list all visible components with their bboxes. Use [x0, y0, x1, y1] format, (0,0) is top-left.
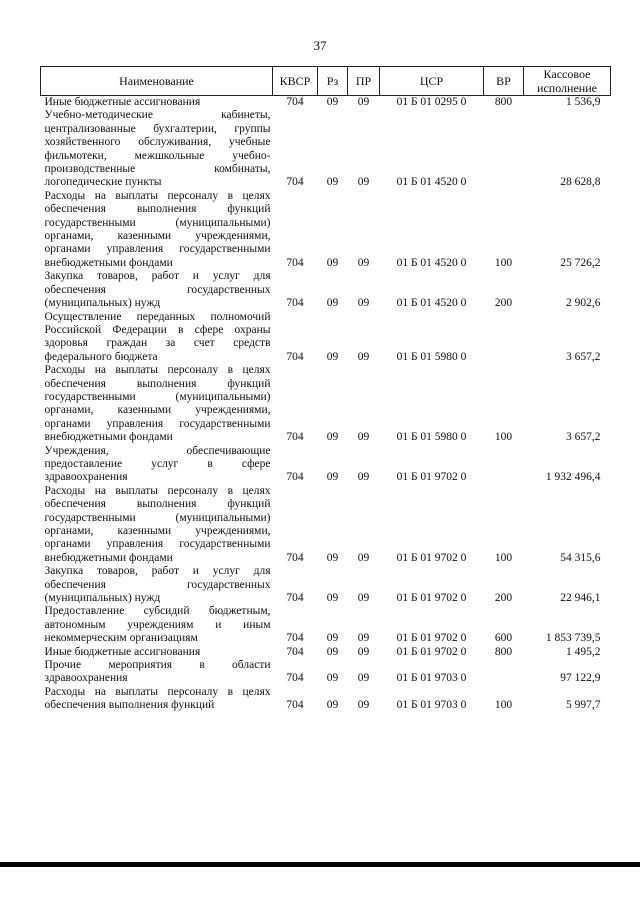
row-kvsr: 704: [286, 297, 304, 310]
row-amount: 25 726,2: [560, 256, 601, 269]
table-row: [41, 109, 611, 189]
row-name: Предоставление субсидий бюджетным, автономным учреждениям и иным некоммерческим организациям: [44, 605, 271, 645]
row-pr: 09: [357, 592, 370, 605]
row-csr: 01 Б 01 9702 0: [396, 645, 467, 658]
row-rz: 09: [326, 672, 339, 685]
row-amount: 54 315,6: [560, 551, 601, 564]
row-csr: 01 Б 01 4520 0: [396, 256, 467, 269]
row-csr: 01 Б 01 4520 0: [396, 297, 467, 310]
row-pr: 09: [357, 297, 370, 310]
table-row: [41, 659, 611, 686]
row-csr: 01 Б 01 9702 0: [396, 551, 467, 564]
row-kvsr: 704: [286, 699, 304, 712]
row-amount: 28 628,8: [560, 176, 601, 189]
row-amount: 97 122,9: [560, 672, 601, 685]
row-rz: 09: [326, 551, 339, 564]
row-kvsr: 704: [286, 471, 304, 484]
row-amount: 2 902,6: [566, 297, 601, 310]
row-vr: [484, 311, 524, 365]
row-csr: 01 Б 01 4520 0: [396, 176, 467, 189]
row-csr: 01 Б 01 5980 0: [396, 431, 467, 444]
table-row: [41, 686, 611, 713]
row-name: Расходы на выплаты персоналу в целях обеспечения выполнения функций государственными (муниципальными) органами, казенными учреждениями, органами управления государственными внебюджетными фондами: [44, 189, 271, 269]
row-csr: 01 Б 01 5980 0: [396, 350, 467, 363]
row-name: Осуществление переданных полномочий Российской Федерации в сфере охраны здоровья граждан за счет средств федерального бюджета: [44, 310, 271, 363]
row-amount: 1 853 739,5: [545, 632, 601, 645]
row-vr: 100: [494, 699, 513, 712]
row-amount: 22 946,1: [560, 592, 601, 605]
row-rz: 09: [326, 431, 339, 444]
row-kvsr: 704: [286, 672, 304, 685]
row-vr: [484, 109, 524, 189]
table-row: [41, 646, 611, 659]
row-pr: 09: [357, 96, 370, 108]
table-row: [41, 485, 611, 565]
column-header-csr: ЦСР: [380, 67, 484, 96]
row-kvsr: 704: [286, 632, 304, 645]
row-kvsr: 704: [286, 551, 304, 564]
row-csr: 01 Б 01 9703 0: [396, 672, 467, 685]
row-csr: 01 Б 01 9702 0: [396, 632, 467, 645]
column-header-amount: Кассовое исполнение: [524, 67, 611, 96]
row-rz: 09: [326, 645, 339, 658]
row-kvsr: 704: [286, 176, 304, 189]
row-csr: 01 Б 01 9702 0: [396, 471, 467, 484]
row-name: Закупка товаров, работ и услуг для обеспечения государственных (муниципальных) нужд: [44, 565, 271, 605]
row-pr: 09: [357, 176, 370, 189]
row-vr: 800: [494, 645, 513, 658]
table-row: [41, 190, 611, 270]
row-kvsr: 704: [286, 645, 304, 658]
row-rz: 09: [326, 699, 339, 712]
row-rz: 09: [326, 176, 339, 189]
row-rz: 09: [326, 297, 339, 310]
column-header-name: Наименование: [41, 67, 273, 96]
row-kvsr: 704: [286, 256, 304, 269]
row-csr: 01 Б 01 9703 0: [396, 699, 467, 712]
table-row: [41, 311, 611, 365]
row-name: Закупка товаров, работ и услуг для обеспечения государственных (муниципальных) нужд: [44, 270, 271, 310]
column-header-kvsr: КВСР: [273, 67, 318, 96]
row-amount: 1 495,2: [566, 645, 601, 658]
row-name: Учебно-методические кабинеты, централизованные бухгалтерии, группы хозяйственного обслуживания, учебные фильмотеки, межшкольные учебно-производственные комбинаты, логопедические пункты: [44, 109, 271, 189]
row-pr: 09: [357, 471, 370, 484]
row-amount: 3 657,2: [566, 431, 601, 444]
row-name: Учреждения, обеспечивающие предоставление услуг в сфере здравоохранения: [44, 444, 271, 484]
table-body: [41, 96, 611, 713]
row-name: Иные бюджетные ассигнования: [44, 96, 201, 108]
row-vr: [484, 445, 524, 485]
page-number: 37: [313, 38, 327, 53]
row-vr: 600: [494, 632, 513, 645]
row-amount: 5 997,7: [566, 699, 601, 712]
row-vr: 800: [494, 96, 513, 108]
row-rz: 09: [326, 632, 339, 645]
row-vr: 100: [494, 551, 513, 564]
row-vr: [484, 659, 524, 686]
row-rz: 09: [326, 471, 339, 484]
row-rz: 09: [326, 350, 339, 363]
row-kvsr: 704: [286, 431, 304, 444]
row-rz: 09: [326, 96, 339, 108]
row-name: Прочие мероприятия в области здравоохранения: [44, 659, 271, 685]
table-row: [41, 364, 611, 444]
row-kvsr: 704: [286, 592, 304, 605]
row-csr: 01 Б 01 0295 0: [396, 96, 467, 108]
row-amount: 3 657,2: [566, 350, 601, 363]
table-row: [41, 565, 611, 605]
table-row: [41, 96, 611, 110]
row-name: Расходы на выплаты персоналу в целях обеспечения выполнения функций: [44, 685, 271, 712]
scan-bottom-border: [0, 862, 640, 867]
row-pr: 09: [357, 645, 370, 658]
row-pr: 09: [357, 431, 370, 444]
row-rz: 09: [326, 592, 339, 605]
row-name: Расходы на выплаты персоналу в целях обеспечения выполнения функций государственными (муниципальными) органами, казенными учреждениями, органами управления государственными внебюджетными фондами: [44, 484, 271, 564]
row-pr: 09: [357, 350, 370, 363]
table-row: [41, 605, 611, 645]
row-vr: 100: [494, 431, 513, 444]
row-amount: 1 932 496,4: [545, 471, 601, 484]
column-header-rz: Рз: [318, 67, 348, 96]
row-amount: 1 536,9: [566, 96, 601, 108]
column-header-vr: ВР: [484, 67, 524, 96]
table-row: [41, 270, 611, 310]
row-vr: 200: [494, 297, 513, 310]
budget-table: [40, 66, 611, 713]
row-pr: 09: [357, 256, 370, 269]
row-name: Иные бюджетные ассигнования: [44, 645, 201, 658]
row-csr: 01 Б 01 9702 0: [396, 592, 467, 605]
row-pr: 09: [357, 699, 370, 712]
column-header-pr: ПР: [348, 67, 380, 96]
table-header: [41, 67, 611, 96]
row-pr: 09: [357, 632, 370, 645]
row-rz: 09: [326, 256, 339, 269]
table-row: [41, 445, 611, 485]
row-kvsr: 704: [286, 96, 304, 108]
row-name: Расходы на выплаты персоналу в целях обеспечения выполнения функций государственными (муниципальными) органами, казенными учреждениями, органами управления государственными внебюджетными фондами: [44, 364, 271, 444]
row-kvsr: 704: [286, 350, 304, 363]
row-vr: 100: [494, 256, 513, 269]
row-vr: 200: [494, 592, 513, 605]
row-pr: 09: [357, 551, 370, 564]
row-pr: 09: [357, 672, 370, 685]
